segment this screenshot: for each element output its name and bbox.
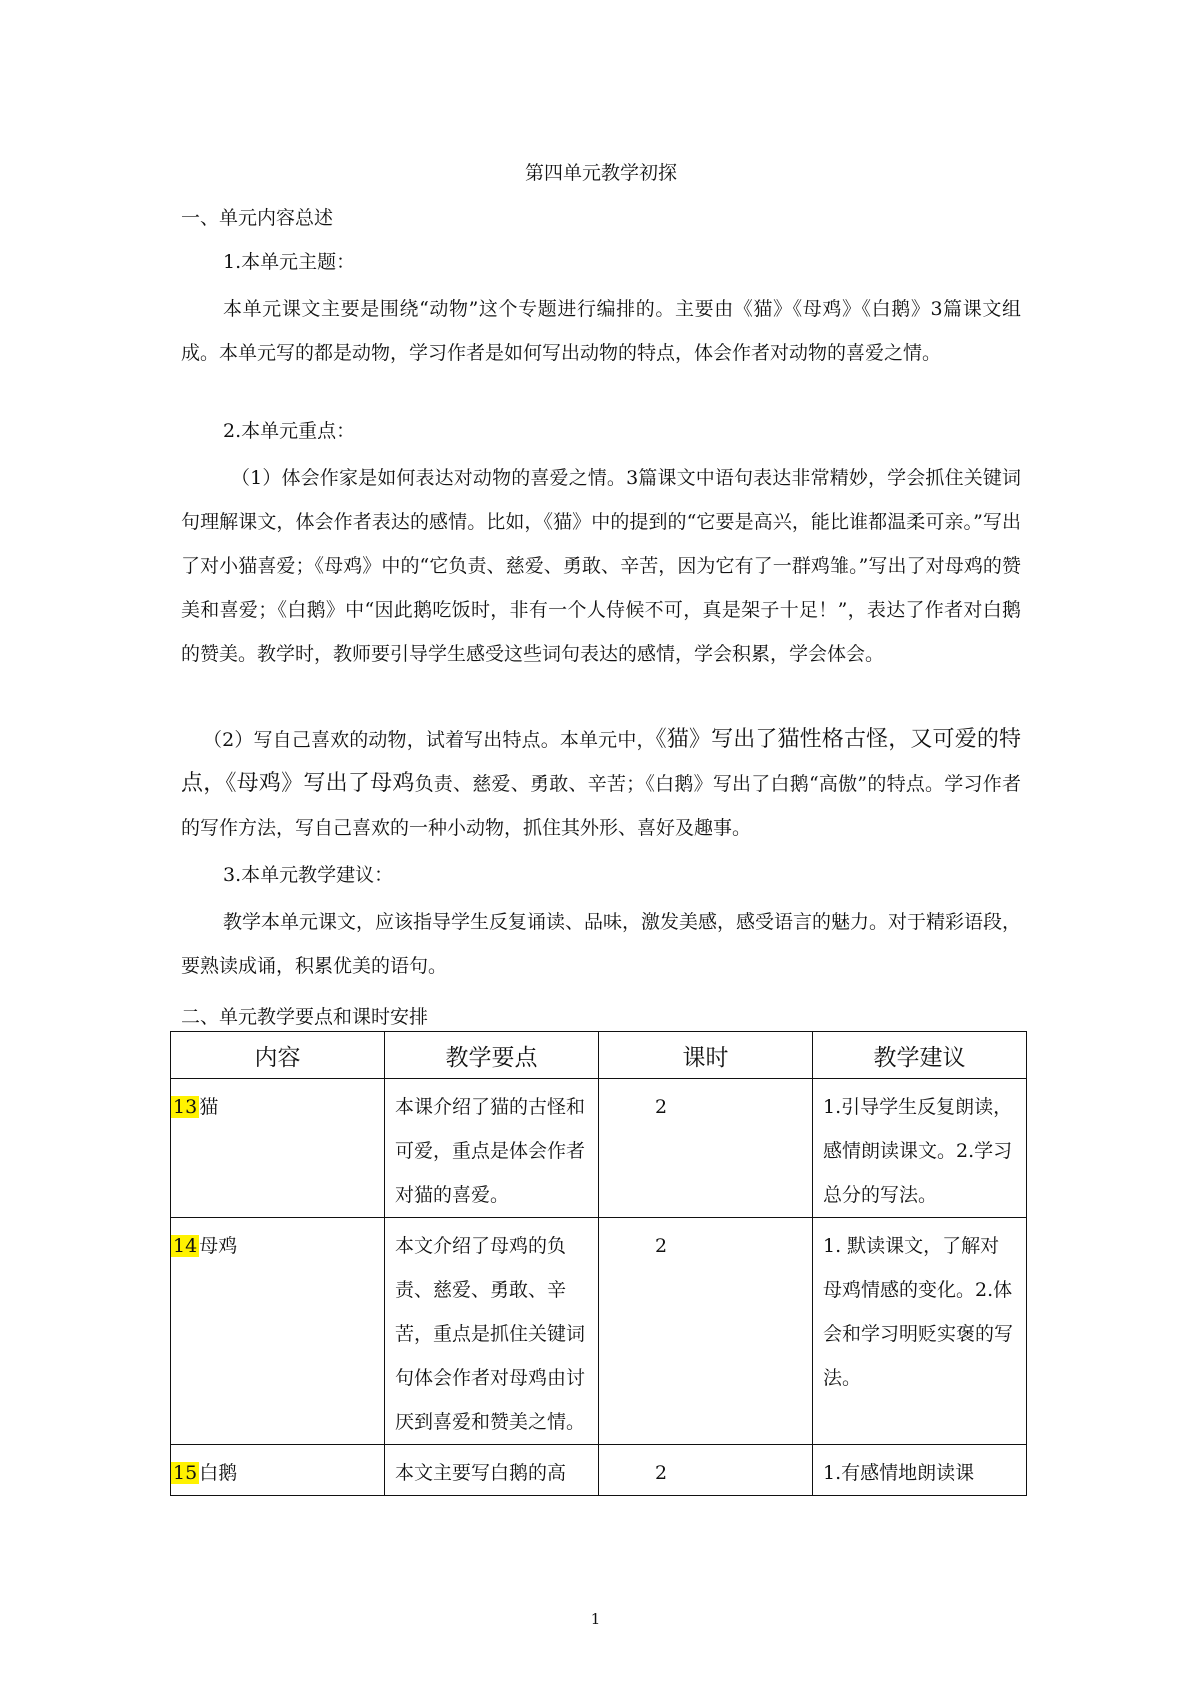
table-row xyxy=(171,1445,1027,1496)
section1-heading: 一、单元内容总述 xyxy=(181,207,334,229)
lesson-name: 猫 xyxy=(199,1096,219,1118)
lesson-number: 14 xyxy=(173,1235,198,1257)
header-content: 内容 xyxy=(171,1032,385,1079)
item2-p2-part-a: （2）写自己喜欢的动物，试着写出特点。本单元中， xyxy=(203,729,656,751)
item2-p2-part-b: 《猫》写出了猫性格古怪，又可爱的特点，《母鸡》写出了母鸡 xyxy=(181,727,1021,796)
item1-heading: 1.本单元主题： xyxy=(223,251,356,273)
table-row xyxy=(171,1079,1027,1218)
cell-suggestion: 1.引导学生反复朗读，感情朗读课文。2.学习总分的写法。 xyxy=(813,1079,1027,1218)
lesson-schedule-table xyxy=(170,1031,1027,1496)
table-row xyxy=(171,1218,1027,1445)
item3-heading: 3.本单元教学建议： xyxy=(223,864,394,886)
item2-p2-part-c: 负责、慈爱、勇敢、辛苦；《白鹅》写出了白鹅“高傲”的特点。学习作者的写作方法，写自己喜欢的一种小动物，抓住其外形、喜好及趣事。 xyxy=(181,773,1021,839)
cell-points: 本文主要写白鹅的高 xyxy=(385,1445,599,1496)
item1-paragraph: 本单元课文主要是围绕“动物”这个专题进行编排的。主要由《猫》《母鸡》《白鹅》3篇课文组成。本单元写的都是动物，学习作者是如何写出动物的特点，体会作者对动物的喜爱之情。 xyxy=(181,298,1021,364)
cell-points: 本文介绍了母鸡的负责、慈爱、勇敢、辛苦，重点是抓住关键词句体会作者对母鸡由讨厌到喜爱和赞美之情。 xyxy=(385,1218,599,1445)
cell-lesson xyxy=(171,1445,385,1496)
cell-suggestion: 1.有感情地朗读课 xyxy=(813,1445,1027,1496)
header-teaching-points: 教学要点 xyxy=(385,1032,599,1079)
item2-paragraph-1: （1）体会作家是如何表达对动物的喜爱之情。3篇课文中语句表达非常精妙，学会抓住关键词句理解课文，体会作者表达的感情。比如，《猫》中的提到的“它要是高兴，能比谁都温柔可亲。”写出了对小猫喜爱；《母鸡》中的“它负责、慈爱、勇敢、辛苦，因为它有了一群鸡雏。”写出了对母鸡的赞美和喜爱；《白鹅》中“因此鹅吃饭时，非有一个人侍候不可，真是架子十足！”，表达了作者对白鹅的赞美。教学时，教师要引导学生感受这些词句表达的感情，学会积累，学会体会。 xyxy=(181,467,1021,665)
cell-lesson xyxy=(171,1218,385,1445)
document-title: 第四单元教学初探 xyxy=(524,162,677,184)
lesson-number: 13 xyxy=(173,1096,198,1118)
cell-lesson xyxy=(171,1079,385,1218)
cell-hours: 2 xyxy=(599,1218,813,1445)
header-class-hours: 课时 xyxy=(599,1032,813,1079)
cell-hours: 2 xyxy=(599,1079,813,1218)
section2-heading: 二、单元教学要点和课时安排 xyxy=(181,1006,429,1028)
page-number: 1 xyxy=(590,1610,601,1628)
item2-heading: 2.本单元重点： xyxy=(223,420,356,442)
header-teaching-suggestions: 教学建议 xyxy=(813,1032,1027,1079)
item2-paragraph-2 xyxy=(181,718,1021,850)
lesson-name: 母鸡 xyxy=(199,1235,238,1257)
cell-points: 本课介绍了猫的古怪和可爱，重点是体会作者对猫的喜爱。 xyxy=(385,1079,599,1218)
table-header-row xyxy=(171,1032,1027,1079)
lesson-name: 白鹅 xyxy=(199,1462,238,1484)
cell-suggestion: 1. 默读课文，了解对母鸡情感的变化。2.体会和学习明贬实褒的写法。 xyxy=(813,1218,1027,1445)
item3-paragraph: 教学本单元课文，应该指导学生反复诵读、品味，激发美感，感受语言的魅力。对于精彩语段，要熟读成诵，积累优美的语句。 xyxy=(181,911,1022,977)
cell-hours: 2 xyxy=(599,1445,813,1496)
lesson-number: 15 xyxy=(173,1462,198,1484)
